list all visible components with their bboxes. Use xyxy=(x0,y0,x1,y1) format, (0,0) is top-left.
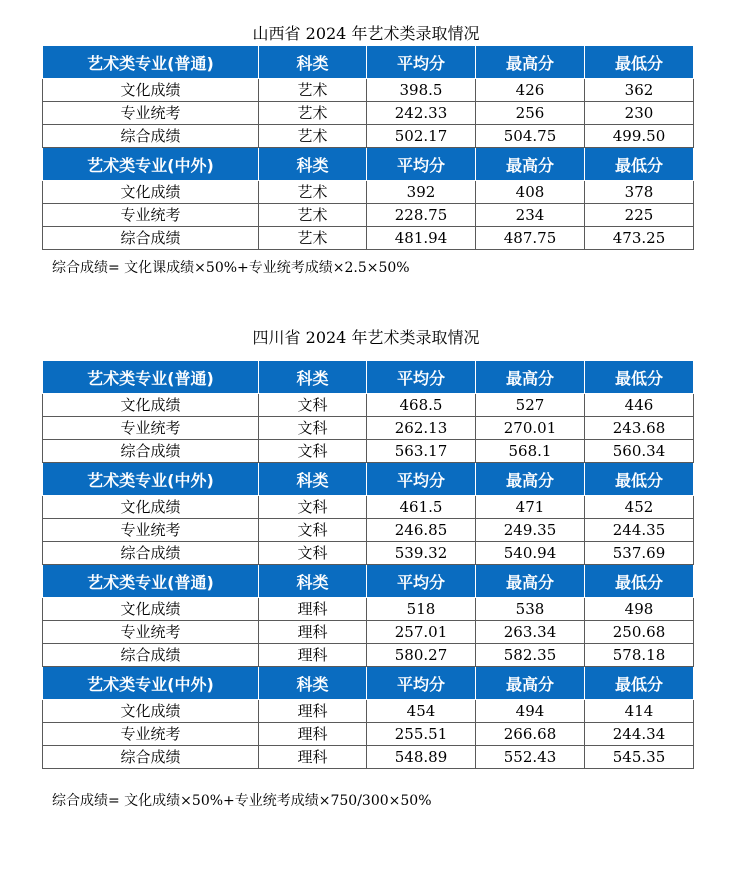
table-cell: 481.94 xyxy=(367,227,476,250)
table-cell: 548.89 xyxy=(367,746,476,769)
table-cell: 文化成绩 xyxy=(43,394,259,417)
table-cell: 499.50 xyxy=(585,125,694,148)
table-cell: 综合成绩 xyxy=(43,746,259,769)
table-row xyxy=(43,181,694,204)
table-cell: 452 xyxy=(585,496,694,519)
table-row xyxy=(43,598,694,621)
table-cell: 文科 xyxy=(259,440,367,463)
column-header: 科类 xyxy=(259,46,367,79)
table-cell: 专业统考 xyxy=(43,417,259,440)
table-cell: 文科 xyxy=(259,496,367,519)
table-cell: 艺术 xyxy=(259,125,367,148)
column-header: 艺术类专业(普通) xyxy=(43,361,259,394)
table-cell: 艺术 xyxy=(259,102,367,125)
column-header: 最高分 xyxy=(476,667,585,700)
table-cell: 文化成绩 xyxy=(43,700,259,723)
table-cell: 228.75 xyxy=(367,204,476,227)
table-row xyxy=(43,644,694,667)
table-cell: 230 xyxy=(585,102,694,125)
table-cell: 理科 xyxy=(259,723,367,746)
column-header: 平均分 xyxy=(367,361,476,394)
table-cell: 426 xyxy=(476,79,585,102)
table-cell: 473.25 xyxy=(585,227,694,250)
table-cell: 专业统考 xyxy=(43,519,259,542)
header-row xyxy=(43,667,694,700)
table-cell: 234 xyxy=(476,204,585,227)
table-cell: 504.75 xyxy=(476,125,585,148)
table-cell: 398.5 xyxy=(367,79,476,102)
table-row xyxy=(43,519,694,542)
table-cell: 446 xyxy=(585,394,694,417)
column-header: 艺术类专业(中外) xyxy=(43,667,259,700)
column-header: 最高分 xyxy=(476,565,585,598)
table-row xyxy=(43,440,694,463)
column-header: 艺术类专业(中外) xyxy=(43,148,259,181)
table-cell: 468.5 xyxy=(367,394,476,417)
table-cell: 552.43 xyxy=(476,746,585,769)
sichuan-formula-note: 综合成绩= 文化成绩×50%+专业统考成绩×750/300×50% xyxy=(52,793,432,809)
table-row xyxy=(43,204,694,227)
table-cell: 文化成绩 xyxy=(43,79,259,102)
table-cell: 专业统考 xyxy=(43,204,259,227)
table-cell: 文化成绩 xyxy=(43,496,259,519)
column-header: 最高分 xyxy=(476,148,585,181)
table-cell: 527 xyxy=(476,394,585,417)
table-row xyxy=(43,125,694,148)
column-header: 艺术类专业(普通) xyxy=(43,46,259,79)
column-header: 平均分 xyxy=(367,148,476,181)
table-row xyxy=(43,417,694,440)
header-row xyxy=(43,46,694,79)
shanxi-admission-table xyxy=(42,45,694,250)
table-row xyxy=(43,723,694,746)
table-cell: 专业统考 xyxy=(43,102,259,125)
table-cell: 242.33 xyxy=(367,102,476,125)
table-cell: 249.35 xyxy=(476,519,585,542)
column-header: 科类 xyxy=(259,667,367,700)
table-row xyxy=(43,227,694,250)
table-cell: 263.34 xyxy=(476,621,585,644)
table-cell: 综合成绩 xyxy=(43,125,259,148)
shanxi-title: 山西省 2024 年艺术类录取情况 xyxy=(252,24,480,43)
table-cell: 414 xyxy=(585,700,694,723)
table-cell: 498 xyxy=(585,598,694,621)
table-cell: 266.68 xyxy=(476,723,585,746)
header-row xyxy=(43,361,694,394)
table-cell: 378 xyxy=(585,181,694,204)
column-header: 艺术类专业(普通) xyxy=(43,565,259,598)
table-cell: 综合成绩 xyxy=(43,542,259,565)
table-row xyxy=(43,621,694,644)
header-row xyxy=(43,148,694,181)
table-cell: 257.01 xyxy=(367,621,476,644)
table-row xyxy=(43,496,694,519)
table-cell: 454 xyxy=(367,700,476,723)
table-cell: 250.68 xyxy=(585,621,694,644)
table-cell: 理科 xyxy=(259,598,367,621)
table-cell: 494 xyxy=(476,700,585,723)
table-cell: 538 xyxy=(476,598,585,621)
column-header: 最低分 xyxy=(585,148,694,181)
column-header: 最高分 xyxy=(476,46,585,79)
column-header: 艺术类专业(中外) xyxy=(43,463,259,496)
table-cell: 艺术 xyxy=(259,204,367,227)
table-cell: 362 xyxy=(585,79,694,102)
table-cell: 539.32 xyxy=(367,542,476,565)
table-cell: 537.69 xyxy=(585,542,694,565)
column-header: 最低分 xyxy=(585,565,694,598)
column-header: 科类 xyxy=(259,148,367,181)
table-cell: 综合成绩 xyxy=(43,440,259,463)
table-cell: 225 xyxy=(585,204,694,227)
sichuan-title: 四川省 2024 年艺术类录取情况 xyxy=(252,328,480,347)
table-cell: 580.27 xyxy=(367,644,476,667)
table-cell: 545.35 xyxy=(585,746,694,769)
table-cell: 理科 xyxy=(259,700,367,723)
table-row xyxy=(43,394,694,417)
table-cell: 560.34 xyxy=(585,440,694,463)
table-cell: 文科 xyxy=(259,394,367,417)
shanxi-formula-note: 综合成绩= 文化课成绩×50%+专业统考成绩×2.5×50% xyxy=(52,260,410,276)
table-cell: 综合成绩 xyxy=(43,644,259,667)
table-cell: 578.18 xyxy=(585,644,694,667)
table-row xyxy=(43,542,694,565)
table-cell: 综合成绩 xyxy=(43,227,259,250)
column-header: 科类 xyxy=(259,463,367,496)
table-cell: 文科 xyxy=(259,417,367,440)
column-header: 平均分 xyxy=(367,667,476,700)
column-header: 最高分 xyxy=(476,361,585,394)
table-cell: 255.51 xyxy=(367,723,476,746)
sichuan-admission-table xyxy=(42,360,694,769)
table-row xyxy=(43,102,694,125)
column-header: 最低分 xyxy=(585,463,694,496)
column-header: 最低分 xyxy=(585,46,694,79)
table-row xyxy=(43,746,694,769)
table-cell: 文化成绩 xyxy=(43,598,259,621)
table-cell: 487.75 xyxy=(476,227,585,250)
table-cell: 502.17 xyxy=(367,125,476,148)
table-cell: 582.35 xyxy=(476,644,585,667)
table-cell: 244.34 xyxy=(585,723,694,746)
table-cell: 理科 xyxy=(259,644,367,667)
column-header: 最高分 xyxy=(476,463,585,496)
table-cell: 408 xyxy=(476,181,585,204)
table-cell: 专业统考 xyxy=(43,621,259,644)
table-cell: 461.5 xyxy=(367,496,476,519)
table-cell: 392 xyxy=(367,181,476,204)
column-header: 平均分 xyxy=(367,463,476,496)
column-header: 最低分 xyxy=(585,667,694,700)
column-header: 科类 xyxy=(259,361,367,394)
table-cell: 艺术 xyxy=(259,227,367,250)
table-cell: 256 xyxy=(476,102,585,125)
table-cell: 270.01 xyxy=(476,417,585,440)
table-cell: 246.85 xyxy=(367,519,476,542)
table-cell: 理科 xyxy=(259,746,367,769)
table-cell: 专业统考 xyxy=(43,723,259,746)
column-header: 平均分 xyxy=(367,565,476,598)
column-header: 最低分 xyxy=(585,361,694,394)
table-cell: 艺术 xyxy=(259,181,367,204)
table-cell: 艺术 xyxy=(259,79,367,102)
column-header: 科类 xyxy=(259,565,367,598)
column-header: 平均分 xyxy=(367,46,476,79)
table-cell: 568.1 xyxy=(476,440,585,463)
header-row xyxy=(43,463,694,496)
table-cell: 理科 xyxy=(259,621,367,644)
table-cell: 471 xyxy=(476,496,585,519)
table-cell: 文化成绩 xyxy=(43,181,259,204)
header-row xyxy=(43,565,694,598)
table-cell: 518 xyxy=(367,598,476,621)
table-cell: 244.35 xyxy=(585,519,694,542)
table-cell: 563.17 xyxy=(367,440,476,463)
table-row xyxy=(43,700,694,723)
table-cell: 540.94 xyxy=(476,542,585,565)
table-cell: 文科 xyxy=(259,542,367,565)
table-cell: 262.13 xyxy=(367,417,476,440)
table-cell: 文科 xyxy=(259,519,367,542)
table-cell: 243.68 xyxy=(585,417,694,440)
table-row xyxy=(43,79,694,102)
